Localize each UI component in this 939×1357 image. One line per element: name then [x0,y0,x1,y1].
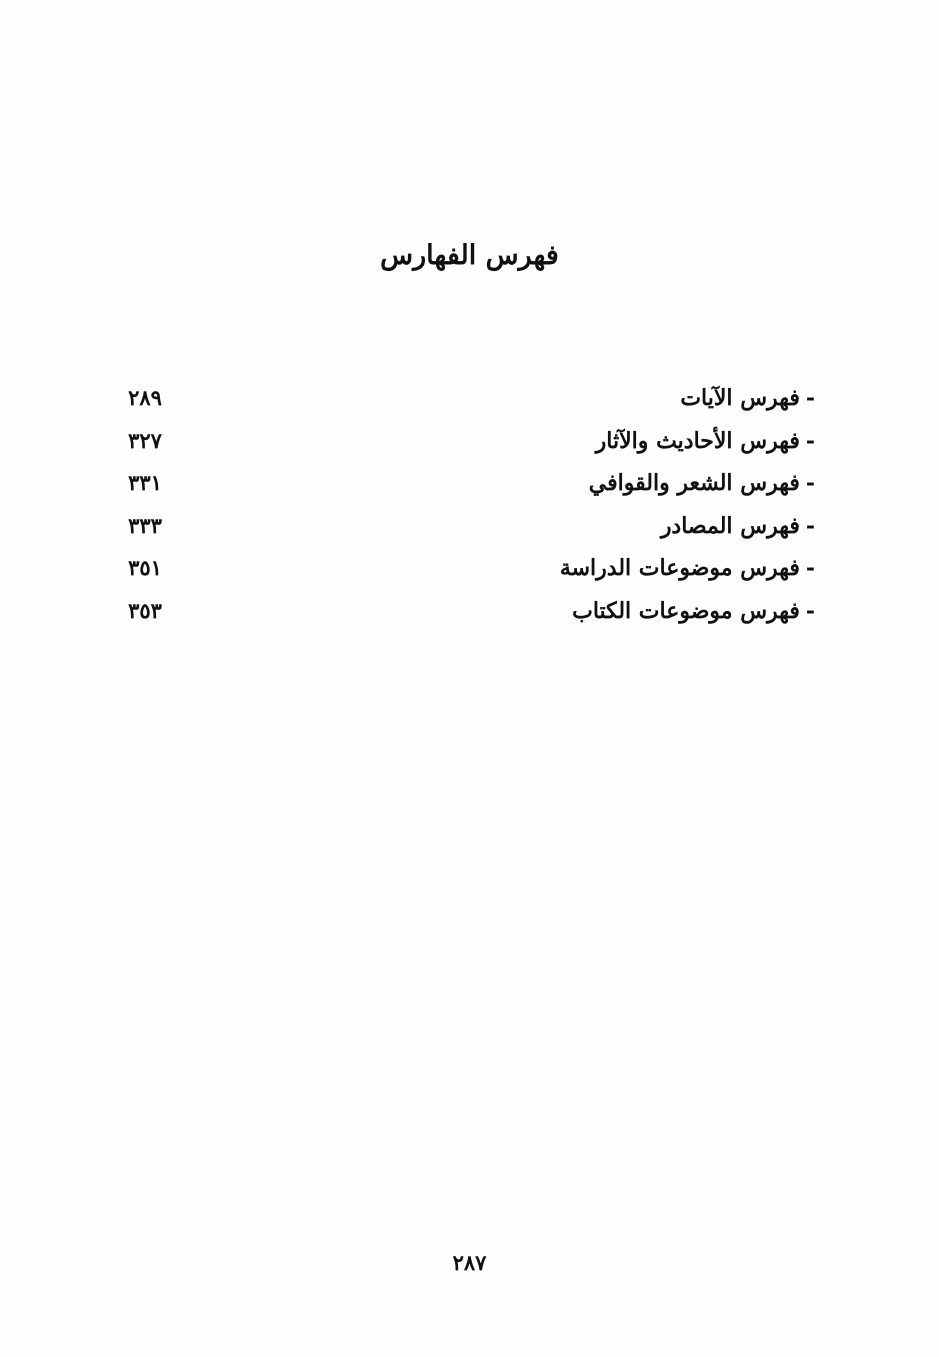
index-entry-label [680,385,815,411]
entry-dash: - [805,555,815,581]
index-entry-page: ٣٥٣ [128,597,162,623]
index-entry-label [589,470,815,496]
index-entry [110,470,815,513]
entry-dash: - [805,470,815,496]
index-entry [110,385,815,428]
index-entry [110,513,815,556]
index-list [110,385,815,640]
entry-dash: - [805,427,815,454]
index-entry-page: ٣٥١ [128,555,162,580]
entry-title: فهرس الأحاديث والآثار [595,427,800,454]
entry-title: فهرس المصادر [660,512,800,539]
index-entry-page: ٣٣٣ [128,512,162,538]
index-entry-label [572,598,815,624]
entry-title: فهرس موضوعات الدراسة [559,555,800,581]
entry-title: فهرس الآيات [680,385,800,411]
page-number: ٢٨٧ [452,1250,487,1275]
index-entry-page: ٣٣١ [128,470,162,495]
index-entry-label [661,513,815,539]
entry-dash: - [805,512,815,539]
index-entry-page: ٢٨٩ [128,385,162,410]
index-entry [110,428,815,471]
index-entry [110,598,815,641]
entry-dash: - [805,597,815,624]
index-entry-page: ٣٢٧ [128,427,162,453]
index-entry-label [560,555,815,581]
index-entry-label [596,428,815,454]
entry-title: فهرس الشعر والقوافي [588,470,800,496]
entry-title: فهرس موضوعات الكتاب [572,597,800,624]
index-entry [110,555,815,598]
entry-dash: - [805,385,815,411]
page-title: فهرس الفهارس [380,240,559,271]
